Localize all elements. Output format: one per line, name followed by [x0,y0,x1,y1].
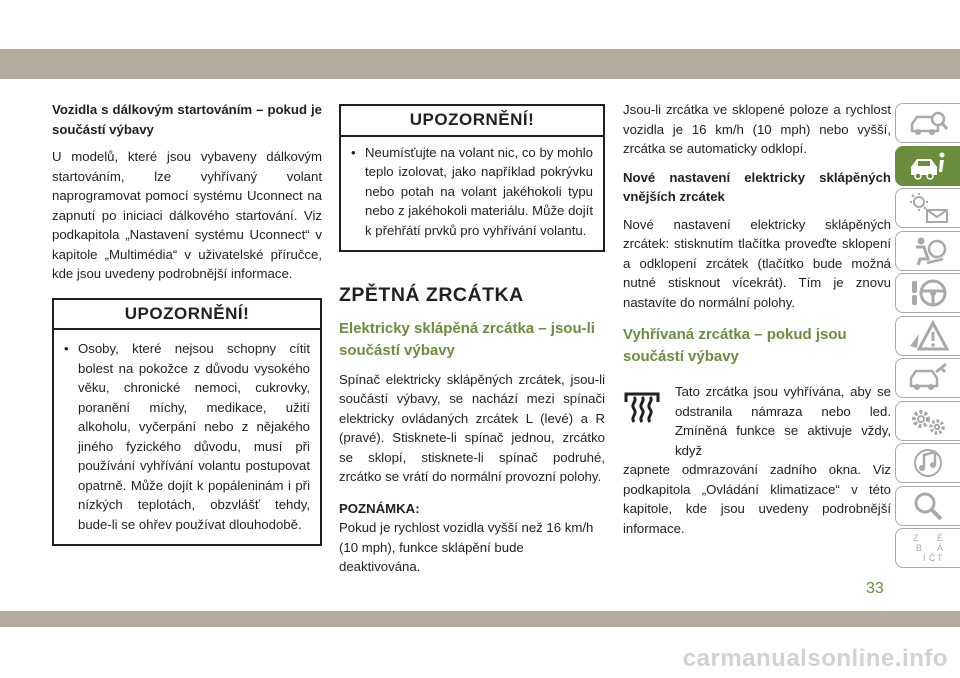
tab-starting-operating[interactable] [895,273,960,313]
index-letter: B [916,543,923,553]
tab-index[interactable] [895,528,960,568]
warning-item [64,339,310,534]
tab-in-case-of-emergency[interactable] [895,316,960,356]
subtitle-folding-mirrors: Elektricky sklápěná zrcátka – jsou-li součástí výbavy [339,319,595,359]
watermark: carmanualsonline.info [682,645,948,672]
subtitle-heated-mirrors: Vyhřívaná zrcátka – pokud jsou součástí výbavy [623,326,847,365]
column-left [52,100,322,546]
note-heading: POZNÁMKA: [339,500,420,516]
bullet: • [351,144,356,160]
folding-mirrors-body: Spínač elektricky sklápěných zrcátek, jsou-li součástí výbavy, se nachází mezi spínači elektricky ovládaných zrcátek L (levé) a R (pravé). Stisknete-li spínač jednou, zrcátko se sklopí, stisknete-li spínač podruhé, zrcátko se vrátí do normální provozní polohy. [339,371,605,484]
tab-servicing[interactable] [895,358,960,398]
remote-start-body: U modelů, které jsou vybaveny dálkovým startováním, lze vyhřívaný volant naprogramovat pomocí systému Uconnect na zapnutí po iniciaci dálkového startování. Viz podkapitola „Nastavení systému Uconnect“ v kapitole „Multimédia“ v uživatelské příručce, kde jsou uvedeny podrobnější informace. [52,149,322,281]
roadside-triangle-icon [907,320,949,352]
column-right [623,100,891,547]
note-text: Pokud je rychlost vozidla vyšší než 16 km/h (10 mph), funkce sklápění bude deaktivována. [339,520,594,574]
airbag-icon [907,235,949,267]
gear-icon [907,405,949,437]
index-letter: É [937,533,944,543]
heated-mirrors-text-part2: zapnete odmrazování zadního okna. Viz podkapitola „Ovládání klimatizace“ v této kapitole, kde jsou uvedeny podrobnější informace. [623,462,891,536]
index-letter: T [937,553,943,563]
reset-heading: Nové nastavení elektricky sklápěných vnějších zrcátek [623,169,891,204]
tab-customer-assistance[interactable] [895,486,960,526]
section-title-mirrors: ZPĚTNÁ ZRCÁTKA [339,284,524,306]
index-letter: Á [937,543,944,553]
index-letter: I [923,553,926,563]
tab-safety[interactable] [895,231,960,271]
page-number: 33 [866,580,884,597]
warning-text: Neumísťujte na volant nic, co by mohlo teplo izolovat, jako například pokrývku nebo potah na volant jakéhokoli typu nebo z jakéhokoli materiálu. Může dojít k přehřátí prvků pro vyhřívání volantu. [365,144,593,238]
heated-mirrors-text-part1: Tato zrcátka jsou vyhřívána, aby se odstranila námraza nebo led. Zmíněná funkce se aktivuje vždy, když [675,384,891,458]
top-band [0,49,960,79]
rear-defrost-icon [623,390,661,424]
column-middle [339,104,605,586]
car-magnifier-icon [907,107,949,139]
warning-text: Osoby, které nejsou schopny cítit bolest na pokožce z důvodu vysokého věku, chronické nemoci, cukrovky, poranění míchy, medikace, užití alkoholu, vyčerpání nebo z nějakého jiného fyzického důvodu, musí při používání vyhřívání volantu postupovat opatrně. Může dojít k popáleninám i při nízkých teplotách, obzvlášť tehdy, bude-li se ohřev používat dlouhodobě. [78,341,310,532]
tab-technical-specifications[interactable] [895,401,960,441]
warning-title: UPOZORNĚNÍ! [54,300,320,331]
steering-wheel-icon [907,277,949,309]
reset-body: Nové nastavení elektricky sklápěných zrcátek: stisknutím tlačítka proveďte sklopení a odklopení zrcátek (tlačítko bude možná nutné stisknout vícekrát). Tím je znovu nastavíte do normální polohy. [623,216,891,310]
car-service-icon [907,362,949,394]
auto-unfold-body: Jsou-li zrcátka ve sklopené poloze a rychlost vozidla je 16 km/h (10 mph) nebo vyšší, zrcátka se automaticky odklopí. [623,102,891,156]
remote-start-heading: Vozidla s dálkovým startováním – pokud je součástí výbavy [52,102,322,137]
index-letter: Z [913,533,919,543]
tab-getting-to-know-vehicle[interactable] [895,146,960,186]
index-letters-icon [907,532,949,564]
index-letter: Č [929,553,936,563]
chapter-tabs [895,103,960,571]
multimedia-icon [907,447,949,479]
warning-lights-icon [907,192,949,224]
tab-getting-to-know[interactable] [895,103,960,143]
car-info-icon [907,150,949,182]
bottom-band [0,611,960,627]
warning-box-insulation [339,104,605,252]
search-icon [907,490,949,522]
bullet: • [64,341,69,356]
tab-multimedia[interactable] [895,443,960,483]
warning-title: UPOZORNĚNÍ! [341,106,603,137]
warning-item [351,143,593,241]
tab-instrument-panel[interactable] [895,188,960,228]
warning-box-burns [52,298,322,547]
